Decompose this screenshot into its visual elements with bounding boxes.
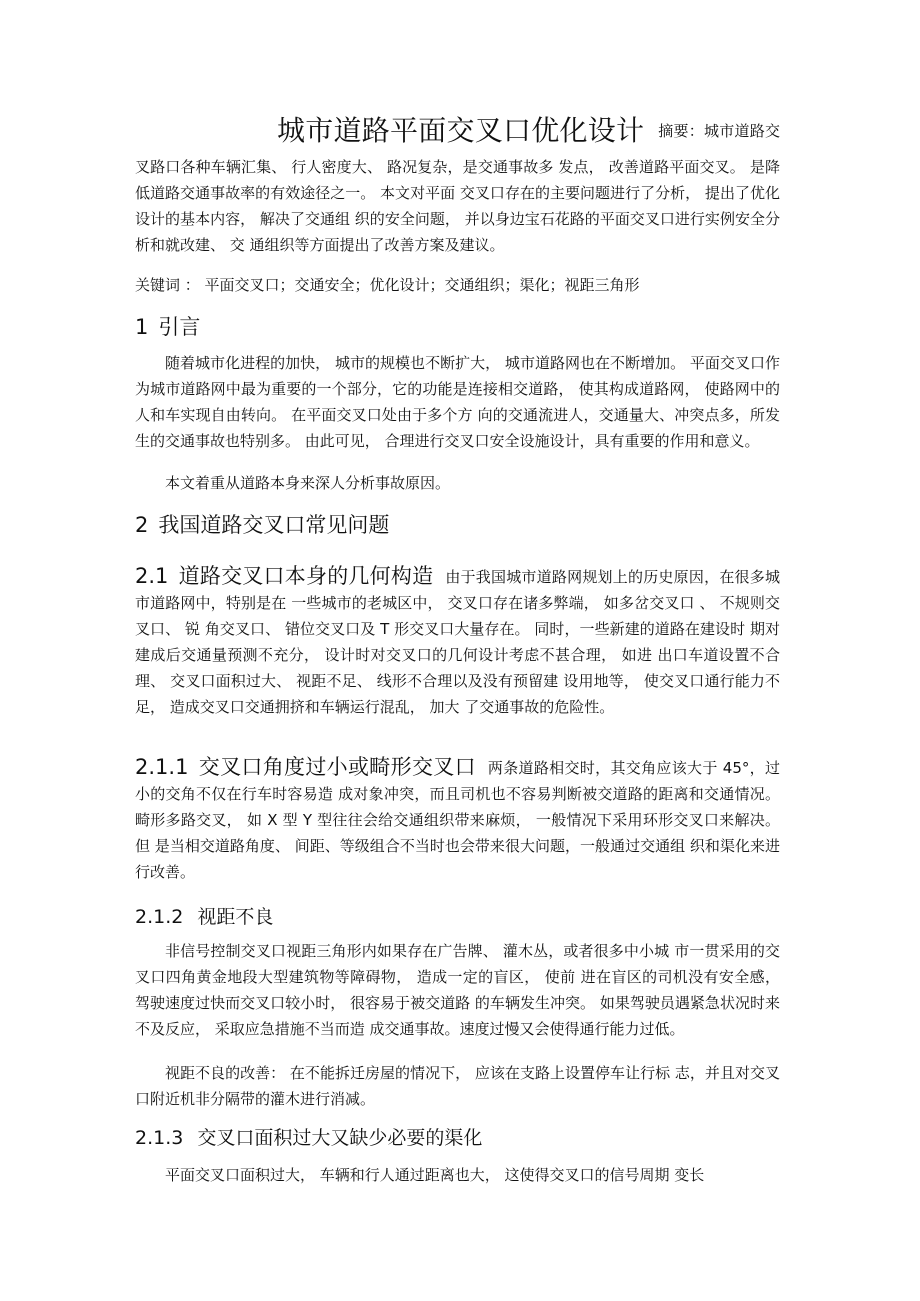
section-1-paragraph-1: 随着城市化进程的加快， 城市的规模也不断扩大， 城市道路网也在不断增加。 平面交叉口作为城市道路网中最为重要的一个部分，它的功能是连接相交道路， 使其构成道路网， 使路网中的人和车实现自由转向。 在平面交叉口处由于多个方 向的交通流进人，交通量大、冲突点多，所发生的交通事故也特别多。 由此可见， 合理进行交叉口安全设施设计，具有重要的作用和意义。 bbox=[135, 354, 780, 450]
page-title: 城市道路平面交叉口优化设计 bbox=[277, 114, 645, 147]
abstract-text: 城市道路交叉路口各种车辆汇集、 行人密度大、 路况复杂，是交通事故多 发点， 改善道路平面交叉。 是降低道路交通事故率的有效途径之一。 本文对平面 交叉口存在的主要问题进行了分析， 提出了优化设计的基本内容， 解决了交通组 织的安全问题， 并以身边宝石花路的平面交叉口进行实例安全分析和就改建、 交 通组织等方面提出了改善方案及建议。 bbox=[135, 122, 780, 254]
keywords: 关键词 ： 平面交叉口；交通安全；优化设计；交通组织；渠化；视距三角形 bbox=[135, 276, 640, 294]
section-2-1-1-number: 2.1.1 bbox=[135, 755, 189, 779]
section-2-1-block bbox=[135, 563, 780, 720]
section-2-1-2-paragraph-2: 视距不良的改善： 在不能拆迁房屋的情况下， 应该在支路上设置停车让行标 志，并且对交叉口附近机非分隔带的灌木进行消减。 bbox=[135, 1064, 780, 1108]
section-2-1-2-paragraph-1: 非信号控制交叉口视距三角形内如果存在广告牌、 灌木丛，或者很多中小城 市一贯采用的交叉口四角黄金地段大型建筑物等障碍物， 造成一定的盲区， 使前 进在盲区的司机没有安全感， 驾驶速度过快而交叉口较小时， 很容易于被交道路 的车辆发生冲突。 如果驾驶员遇紧急状况时来不及反应， 采取应急措施不当而造 成交通事故。速度过慢又会使得通行能力过低。 bbox=[135, 942, 780, 1038]
section-2-1-3-number: 2.1.3 bbox=[135, 1127, 184, 1149]
section-2-1-3-heading bbox=[135, 1123, 482, 1153]
section-2-1-number: 2.1 bbox=[135, 564, 169, 588]
section-1-heading bbox=[135, 312, 200, 342]
section-2-1-1-text: 两条道路相交时，其交角应该大于 45°，过小的交角不仅在行车时容易造 成对象冲突，而且司机也不容易判断被交道路的距离和交通情况。 畸形多路交叉， 如 X 型 Y 型往往会给交通组织带来麻烦， 一般情况下采用环形交叉口来解决。 但 是当相交道路角度、 间距、等级组合不当时也会带来很大问题，一般通过交通组 织和渠化来进行改善。 bbox=[135, 759, 781, 881]
section-2-1-3-title: 交叉口面积过大又缺少必要的渠化 bbox=[197, 1127, 483, 1149]
section-2-1-2-heading bbox=[135, 902, 273, 932]
section-2-1-1-heading bbox=[135, 755, 476, 779]
title-abstract-block bbox=[135, 108, 780, 258]
section-2-title: 我国道路交叉口常见问题 bbox=[158, 513, 390, 537]
section-1-title: 引言 bbox=[158, 315, 201, 339]
section-2-1-heading bbox=[135, 564, 433, 588]
section-1-number: 1 bbox=[135, 315, 149, 339]
section-2-1-1-title: 交叉口角度过小或畸形交叉口 bbox=[198, 755, 476, 779]
section-2-heading bbox=[135, 510, 389, 540]
section-2-1-title: 道路交叉口本身的几何构造 bbox=[178, 564, 434, 588]
section-2-1-text: 由于我国城市道路网规划上的历史原因，在很多城市道路网中，特别是在 一些城市的老城区中， 交叉口存在诸多弊端， 如多岔交叉口 、 不规则交叉口、 锐 角交叉口、 错位交叉口及 T 形交叉口大量存在。 同时，一些新建的道路在建设时 期对建成后交通量预测不充分， 设计时对交叉口的几何设计考虑不甚合理， 如进 出口车道设置不合理、 交叉口面积过大、 视距不足、 线形不合理以及没有预留建 设用地等， 使交叉口通行能力不足， 造成交叉口交通拥挤和车辆运行混乱， 加大 了交通事故的危险性。 bbox=[135, 568, 780, 716]
section-2-1-2-number: 2.1.2 bbox=[135, 906, 184, 928]
section-2-1-3-paragraph-1: 平面交叉口面积过大， 车辆和行人通过距离也大， 这使得交叉口的信号周期 变长 bbox=[165, 1166, 705, 1184]
section-2-number: 2 bbox=[135, 513, 149, 537]
section-2-1-2-title: 视距不良 bbox=[197, 906, 274, 928]
section-1-paragraph-2: 本文着重从道路本身来深人分析事故原因。 bbox=[165, 474, 451, 492]
section-2-1-1-block bbox=[135, 754, 780, 885]
abstract-label: 摘要： bbox=[658, 122, 704, 140]
